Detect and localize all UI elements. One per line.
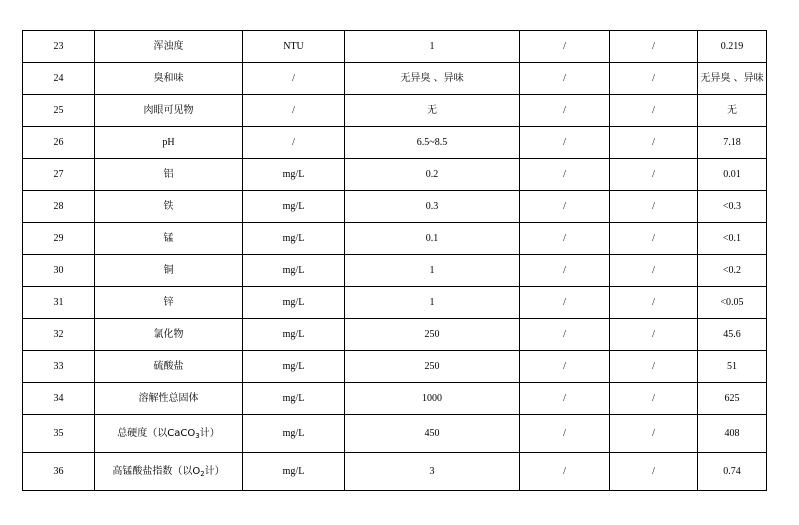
blank-cell: /: [610, 63, 698, 95]
blank-cell: /: [520, 453, 610, 491]
table-row: [23, 287, 767, 319]
blank-cell: /: [520, 255, 610, 287]
result-cell: 无: [698, 95, 767, 127]
limit-cell: 无异臭 、异味: [345, 63, 520, 95]
unit-cell: /: [243, 63, 345, 95]
item-name: 铝: [95, 159, 243, 191]
result-cell: 7.18: [698, 127, 767, 159]
unit-cell: NTU: [243, 31, 345, 63]
item-name: 浑浊度: [95, 31, 243, 63]
unit-cell: mg/L: [243, 383, 345, 415]
unit-cell: /: [243, 127, 345, 159]
item-name-subscript: 2: [200, 469, 205, 478]
limit-cell: 0.1: [345, 223, 520, 255]
blank-cell: /: [520, 31, 610, 63]
item-name-suffix: 计）: [204, 465, 225, 477]
blank-cell: /: [520, 319, 610, 351]
blank-cell: /: [520, 383, 610, 415]
unit-cell: mg/L: [243, 255, 345, 287]
item-name-suffix: 计）: [199, 427, 220, 439]
table-row: [23, 63, 767, 95]
item-name: 铜: [95, 255, 243, 287]
blank-cell: /: [610, 31, 698, 63]
blank-cell: /: [520, 223, 610, 255]
blank-cell: /: [520, 351, 610, 383]
row-number: 23: [23, 31, 95, 63]
unit-cell: mg/L: [243, 287, 345, 319]
limit-cell: 6.5~8.5: [345, 127, 520, 159]
unit-cell: mg/L: [243, 351, 345, 383]
limit-cell: 250: [345, 351, 520, 383]
blank-cell: /: [520, 191, 610, 223]
table-row: [23, 383, 767, 415]
blank-cell: /: [610, 255, 698, 287]
blank-cell: /: [610, 383, 698, 415]
table-row: [23, 453, 767, 491]
item-name: 肉眼可见物: [95, 95, 243, 127]
row-number: 34: [23, 383, 95, 415]
blank-cell: /: [520, 287, 610, 319]
result-cell: 0.01: [698, 159, 767, 191]
item-name: pH: [95, 127, 243, 159]
unit-cell: mg/L: [243, 223, 345, 255]
item-name: 锌: [95, 287, 243, 319]
blank-cell: /: [610, 287, 698, 319]
table-row: [23, 191, 767, 223]
row-number: 30: [23, 255, 95, 287]
blank-cell: /: [610, 95, 698, 127]
row-number: 35: [23, 415, 95, 453]
item-name-prefix: 总硬度（以CaCO: [117, 427, 196, 439]
blank-cell: /: [610, 415, 698, 453]
result-cell: 无异臭 、异味: [698, 63, 767, 95]
limit-cell: 1000: [345, 383, 520, 415]
row-number: 26: [23, 127, 95, 159]
item-name: 硫酸盐: [95, 351, 243, 383]
blank-cell: /: [520, 95, 610, 127]
blank-cell: /: [610, 453, 698, 491]
item-name: 溶解性总固体: [95, 383, 243, 415]
limit-cell: 1: [345, 287, 520, 319]
table-row: [23, 255, 767, 287]
result-cell: <0.05: [698, 287, 767, 319]
result-cell: <0.1: [698, 223, 767, 255]
result-cell: 0.219: [698, 31, 767, 63]
row-number: 29: [23, 223, 95, 255]
row-number: 36: [23, 453, 95, 491]
limit-cell: 1: [345, 255, 520, 287]
blank-cell: /: [520, 159, 610, 191]
table-row: [23, 223, 767, 255]
blank-cell: /: [610, 159, 698, 191]
limit-cell: 0.2: [345, 159, 520, 191]
result-cell: 625: [698, 383, 767, 415]
limit-cell: 3: [345, 453, 520, 491]
item-name: 氯化物: [95, 319, 243, 351]
unit-cell: mg/L: [243, 415, 345, 453]
table-row: [23, 159, 767, 191]
limit-cell: 无: [345, 95, 520, 127]
blank-cell: /: [520, 415, 610, 453]
unit-cell: /: [243, 95, 345, 127]
row-number: 31: [23, 287, 95, 319]
item-name: [95, 415, 243, 453]
unit-cell: mg/L: [243, 159, 345, 191]
item-name: [95, 453, 243, 491]
result-cell: 408: [698, 415, 767, 453]
unit-cell: mg/L: [243, 191, 345, 223]
result-cell: 45.6: [698, 319, 767, 351]
result-cell: 51: [698, 351, 767, 383]
row-number: 25: [23, 95, 95, 127]
blank-cell: /: [520, 63, 610, 95]
blank-cell: /: [610, 319, 698, 351]
table-row: [23, 351, 767, 383]
limit-cell: 1: [345, 31, 520, 63]
table-row: [23, 127, 767, 159]
item-name: 臭和味: [95, 63, 243, 95]
row-number: 28: [23, 191, 95, 223]
blank-cell: /: [520, 127, 610, 159]
unit-cell: mg/L: [243, 319, 345, 351]
blank-cell: /: [610, 223, 698, 255]
table-row: [23, 31, 767, 63]
item-name-prefix: 高锰酸盐指数（以O: [112, 465, 201, 477]
table-row: [23, 319, 767, 351]
row-number: 24: [23, 63, 95, 95]
limit-cell: 250: [345, 319, 520, 351]
limit-cell: 0.3: [345, 191, 520, 223]
row-number: 27: [23, 159, 95, 191]
blank-cell: /: [610, 351, 698, 383]
item-name: 锰: [95, 223, 243, 255]
water-quality-table: [22, 30, 767, 491]
table-row: [23, 95, 767, 127]
item-name-subscript: 3: [195, 431, 200, 440]
result-cell: <0.3: [698, 191, 767, 223]
row-number: 33: [23, 351, 95, 383]
item-name: 铁: [95, 191, 243, 223]
table-row: [23, 415, 767, 453]
result-cell: 0.74: [698, 453, 767, 491]
result-cell: <0.2: [698, 255, 767, 287]
blank-cell: /: [610, 191, 698, 223]
row-number: 32: [23, 319, 95, 351]
blank-cell: /: [610, 127, 698, 159]
unit-cell: mg/L: [243, 453, 345, 491]
limit-cell: 450: [345, 415, 520, 453]
